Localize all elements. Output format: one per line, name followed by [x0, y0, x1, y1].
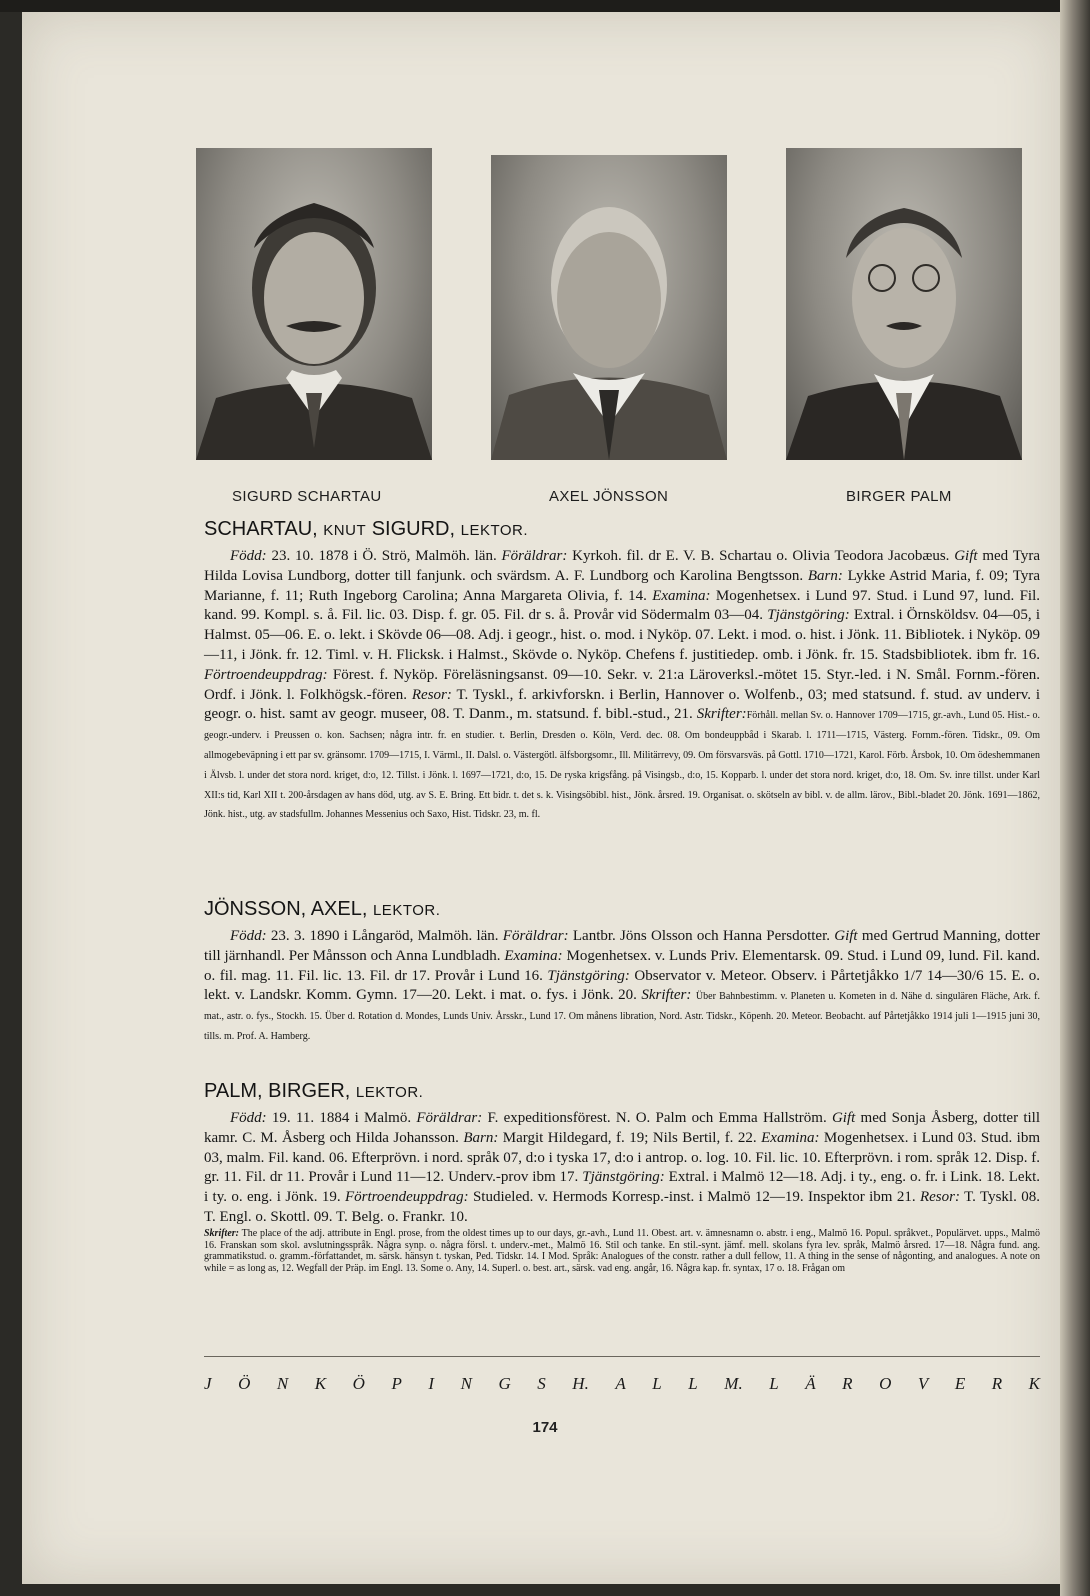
field-text: Lykke Astrid Maria, f. 09; Tyra Marianne, f. 11; Ruth Ingeborg Carolina; Anna Margareta Olivia, f. 14.	[204, 567, 1041, 604]
field-label: Föräldrar:	[501, 548, 568, 564]
footer-letter: O	[879, 1374, 892, 1393]
entry-jonsson	[204, 898, 1040, 1046]
field-text: T. Tyskl., f. arkivforskn. i Berlin, Hannover o. Wolfenb., 03; med statsund. f. stud. av underv. i geogr. o. hist. samt av geogr. museer, 08. T. Danm., m. statsund. f. bibl.-stud., 21.	[204, 686, 1040, 723]
entry-heading	[204, 518, 1040, 541]
footer-letter: P	[391, 1374, 402, 1393]
entry-body	[204, 1109, 1040, 1228]
field-text: Mogenhetsex. i Lund 97. Stud. i Lund 97, lund. Fil. kand. 99. Kompl. s. å. Fil. lic. 03. Disp. f. gr. 05. Fil. dr s. å. Provår vid Södermalm 03—04.	[204, 587, 1040, 624]
field-label: Förtroendeuppdrag:	[344, 1189, 469, 1206]
portrait-jonsson	[491, 155, 727, 460]
photo-caption: AXEL JÖNSSON	[549, 488, 669, 505]
entry-title: LEKTOR.	[460, 522, 529, 539]
entry-body	[204, 927, 1040, 1046]
footer-letter: I	[428, 1374, 435, 1393]
entry-bibliography	[204, 1228, 1040, 1275]
field-text: med Sonja Åsberg, dotter till kamr. C. M. Åsberg och Hilda Johansson.	[204, 1110, 1040, 1146]
footer-letter: V	[917, 1374, 929, 1393]
field-label: Skrifter:	[696, 706, 747, 723]
footer-letter: H.	[572, 1374, 589, 1393]
field-label: Tjänstgöring:	[582, 1169, 665, 1186]
field-label: Barn:	[463, 1129, 499, 1146]
field-label: Resor:	[919, 1189, 960, 1206]
field-label: Föräldrar:	[502, 928, 569, 944]
entry-heading	[204, 1080, 1040, 1103]
field-label: Född:	[230, 928, 267, 944]
photo-caption: BIRGER PALM	[846, 488, 952, 505]
entry-schartau	[204, 518, 1040, 824]
field-label: Examina:	[761, 1129, 820, 1146]
entry-heading	[204, 898, 1040, 921]
footer-letter: S	[537, 1374, 546, 1393]
portrait-photo-icon	[786, 148, 1022, 460]
photo-caption: SIGURD SCHARTAU	[232, 488, 382, 505]
field-text: The place of the adj. attribute in Engl. prose, from the oldest times up to our days, gr.-avh., Lund 11. Obest. art. v. ämnesnamn o. abstr. i eng., Malmö 16. Popul. språkvet., Populärvet. upps., Malmö 16. Franskan som skol. avslutningsspråk. Några synp. o. några försl. t. underv.-met., Malmö 16. Stil och tanke. En stil.-synt. jämf. mell. skolans fyra lev. språk, Malmö årsred. 17—18. Några fund. ang. grammatikstud. o. gramm.-författandet, m. särsk. hänsyn t. tyskan, Ped. Tidskr. 14. I Mod. Språk: Analogues of the constr. rather a dull fellow, 11. A thing in the sense of någonting, and analogues. A note on while = as long as, 12. Wegfall der Präp. im Engl. 13. Some o. Any, 14. Superl. o. best. art., särsk. vad eng. angår, 16. Några kap. fr. syntax, 17 o. 18. Frågan om	[204, 1227, 1040, 1275]
field-label: Förtroendeuppdrag:	[204, 666, 328, 683]
footer-letter: G	[498, 1374, 511, 1393]
field-label: Född:	[230, 548, 267, 564]
field-text: Mogenhetsex. i Lund 03. Stud. ibm 03, malm. Fil. kand. 06. Efterprövn. i nord. språk 07, d:o i tyska 17, d:o i antrop. o. log. 10. Fil. lic. 10. Efterprövn. i rom. språk 12. Disp. f. gr. 11. Fil. dr 11. Provår i Lund 11—12. Underv.-prov ibm 17.	[204, 1129, 1040, 1186]
entry-title: LEKTOR.	[372, 902, 441, 919]
entry-palm	[204, 1080, 1040, 1275]
field-label: Barn:	[807, 567, 843, 584]
field-label: Föräldrar:	[416, 1110, 483, 1126]
entry-title: LEKTOR.	[355, 1084, 424, 1101]
footer-letter: Ö	[352, 1374, 365, 1393]
field-label: Tjänstgöring:	[767, 607, 850, 624]
field-text: Extral. i Örnsköldsv. 04—05, i Halmst. 05—06. E. o. lekt. i Skövde 06—08. Adj. i geogr., hist. o. mod. i Nyköp. 07. Lekt. i mod. o. hist. i Jönk. 11. Bibliotek. i Nyköp. 09—11, i Jönk. fr. 12. Timl. v. H. Flicksk. i Halmst., Skövde o. Nyköp. Chefens f. justitiedep. omb. i Jönk. fr. 15. Stadsbibliotek. ibm fr. 16.	[204, 607, 1040, 663]
field-text: Mogenhetsex. v. Lunds Priv. Elementarsk. 09. Stud. i Lund 09, lund. Fil. kand. o. fil. mag. 11. Fil. lic. 13. Fil. dr 17. Provår i Lund 16.	[204, 947, 1040, 984]
entry-body	[204, 547, 1040, 824]
page-number: 174	[532, 1419, 558, 1436]
entry-surname: JÖNSSON,	[204, 898, 307, 920]
entry-bibliography: Über Bahnbestimm. v. Planeten u. Kometen in d. Nähe d. singulären Fläche, Ark. f. mat., astr. o. fys., Stockh. 15. Über d. Rotation d. Mondes, Lunds Univ. Årsskr., Lund 17. Om månens libration, Nord. Astr. Tidskr., Köpenh. 20. Meteor. Beobacht. auf Pårtetjåkko 1914 juli 1—1915 juni 30, tills. m. Prof. A. Hamberg.	[204, 991, 1041, 1042]
field-label: Tjänstgöring:	[547, 967, 630, 984]
footer-letter: L	[769, 1374, 779, 1393]
field-text: 23. 3. 1890 i Långaröd, Malmöh. län.	[266, 928, 503, 944]
portrait-photo-icon	[491, 155, 727, 460]
field-label: Examina:	[652, 587, 711, 604]
field-text: Lantbr. Jöns Olsson och Hanna Persdotter.	[568, 928, 835, 944]
field-label: Född:	[230, 1110, 267, 1126]
portrait-palm	[786, 148, 1022, 460]
field-text: 19. 11. 1884 i Malmö.	[266, 1110, 417, 1126]
field-text: Förest. f. Nyköp. Föreläsningsanst. 09—10. Sekr. v. 21:a Läroverksl.-mötet 15. Styr.-led. i N. Smål. Fornm.-fören. Ordf. i Jönk. l. Folkhögsk.-fören.	[204, 666, 1040, 703]
footer-letter: K	[1028, 1374, 1040, 1393]
field-text: med Tyra Hilda Lovisa Lundborg, dotter till fanjunk. och svärdsm. A. F. Lundborg och Karolina Bengtsson.	[204, 548, 1040, 584]
footer-letter: R	[991, 1374, 1003, 1393]
running-footer	[204, 1374, 1040, 1394]
footer-letter: M.	[724, 1374, 743, 1393]
field-label: Examina:	[504, 947, 563, 964]
entry-given-name: AXEL,	[310, 898, 368, 920]
field-label: Resor:	[411, 686, 452, 703]
field-text: T. Tyskl. 08. T. Engl. o. Skottl. 09. T. Belg. o. Frankr. 10.	[204, 1189, 1040, 1225]
footer-letter: E	[954, 1374, 966, 1393]
field-text: Studieled. v. Hermods Korresp.-inst. i Malmö 12—19. Inspektor ibm 21.	[468, 1189, 920, 1206]
entry-given-name: BIRGER,	[268, 1080, 351, 1102]
field-text: Extral. i Malmö 12—18. Adj. i ty., eng. o. fr. i Link. 18. Lekt. i ty. o. eng. i Jönk. 19.	[204, 1169, 1040, 1206]
footer-letter: K	[314, 1374, 327, 1393]
field-label: Gift	[831, 1110, 856, 1126]
footer-letter: A	[615, 1374, 626, 1393]
book-binding-edge	[1060, 0, 1090, 1596]
field-label: Gift	[954, 548, 978, 564]
portrait-schartau	[196, 148, 432, 460]
entry-given-name: KNUT	[323, 522, 367, 539]
field-text: Kyrkoh. fil. dr E. V. B. Schartau o. Olivia Teodora Jacobæus.	[567, 548, 955, 564]
field-text: Observator v. Meteor. Observ. i Pårtetjåkko 1/7 14—30/6 15. E. o. lekt. v. Landskr. Komm. Gymn. 17—20. Lekt. i mat. o. fys. i Jönk. 20.	[204, 967, 1041, 1004]
field-text: 23. 10. 1878 i Ö. Strö, Malmöh. län.	[266, 548, 502, 564]
field-label: Skrifter:	[641, 987, 692, 1004]
footer-letter: J	[204, 1374, 212, 1393]
footer-letter: R	[842, 1374, 853, 1393]
scan-top-edge	[0, 0, 1090, 12]
footer-rule	[204, 1356, 1040, 1357]
entry-surname: SCHARTAU,	[204, 518, 318, 540]
footer-letter: N	[276, 1374, 289, 1393]
field-label: Skrifter:	[204, 1227, 239, 1239]
footer-letter: N	[460, 1374, 472, 1393]
portrait-photo-icon	[196, 148, 432, 460]
field-text: Margit Hildegard, f. 19; Nils Bertil, f. 22.	[498, 1129, 762, 1146]
field-text: F. expeditionsförest. N. O. Palm och Emma Hallström.	[482, 1110, 832, 1126]
footer-letter: L	[688, 1374, 698, 1393]
entry-bibliography: Förhåll. mellan Sv. o. Hannover 1709—1715, gr.-avh., Lund 05. Hist.- o. geogr.-underv. i Preussen o. kon. Sachsen; några intr. fr. en studier. t. Berlin, Dresden o. Köln, Verd. dec. 08. Om bondeuppbåd i Skarab. l. 1711—1715, Västerg. Fornm.-fören. Tidskr., 09. Om allmogebeväpning i ett par sv. gränsomr. 1709—1715, I. Värml., II. Dalsl. o. Västergötl. älfsborgsomr., Ill. Militärrevy, 09. Om försvarsväs. på Gottl. 1710—1721, Karol. Förb. Årsbok, 10. Om ödeshemmanen i Älvsb. l. under det stora nord. kriget, d:o, 12. Tillst. i Jönk. l. 1697—1721, d:o, 15. De ryska krigsfång. på Visingsb., d:o, 15. Kopparb. l. under det stora nord. kriget, d:o, 18. Om. Sv. inre tillst. under Karl XII:s tid, Karl XII t. 200-årsdagen av hans död, utg. av S. E. Bring. Ett bidr. t. det s. k. Visingsöbibl. hist., Jönk. årsred. 19. Organisat. o. skötseln av bibl. v. de allm. lärov., Bibl.-bladet 20. Jönk. 1691—1862, Jönk. hist., utg. av stadsfullm. Johannes Messenius och Saxo, Hist. Tidskr. 23, m. fl.	[204, 710, 1040, 821]
footer-letter: Ä	[805, 1374, 816, 1393]
footer-letter: Ö	[238, 1374, 251, 1393]
field-text: med Gertrud Manning, dotter till järnhandl. Per Månsson och Anna Lundbladh.	[204, 928, 1041, 964]
entry-given-name-2: SIGURD,	[371, 518, 456, 540]
entry-surname: PALM,	[204, 1080, 263, 1102]
field-label: Gift	[834, 928, 858, 944]
footer-letter: L	[652, 1374, 662, 1393]
